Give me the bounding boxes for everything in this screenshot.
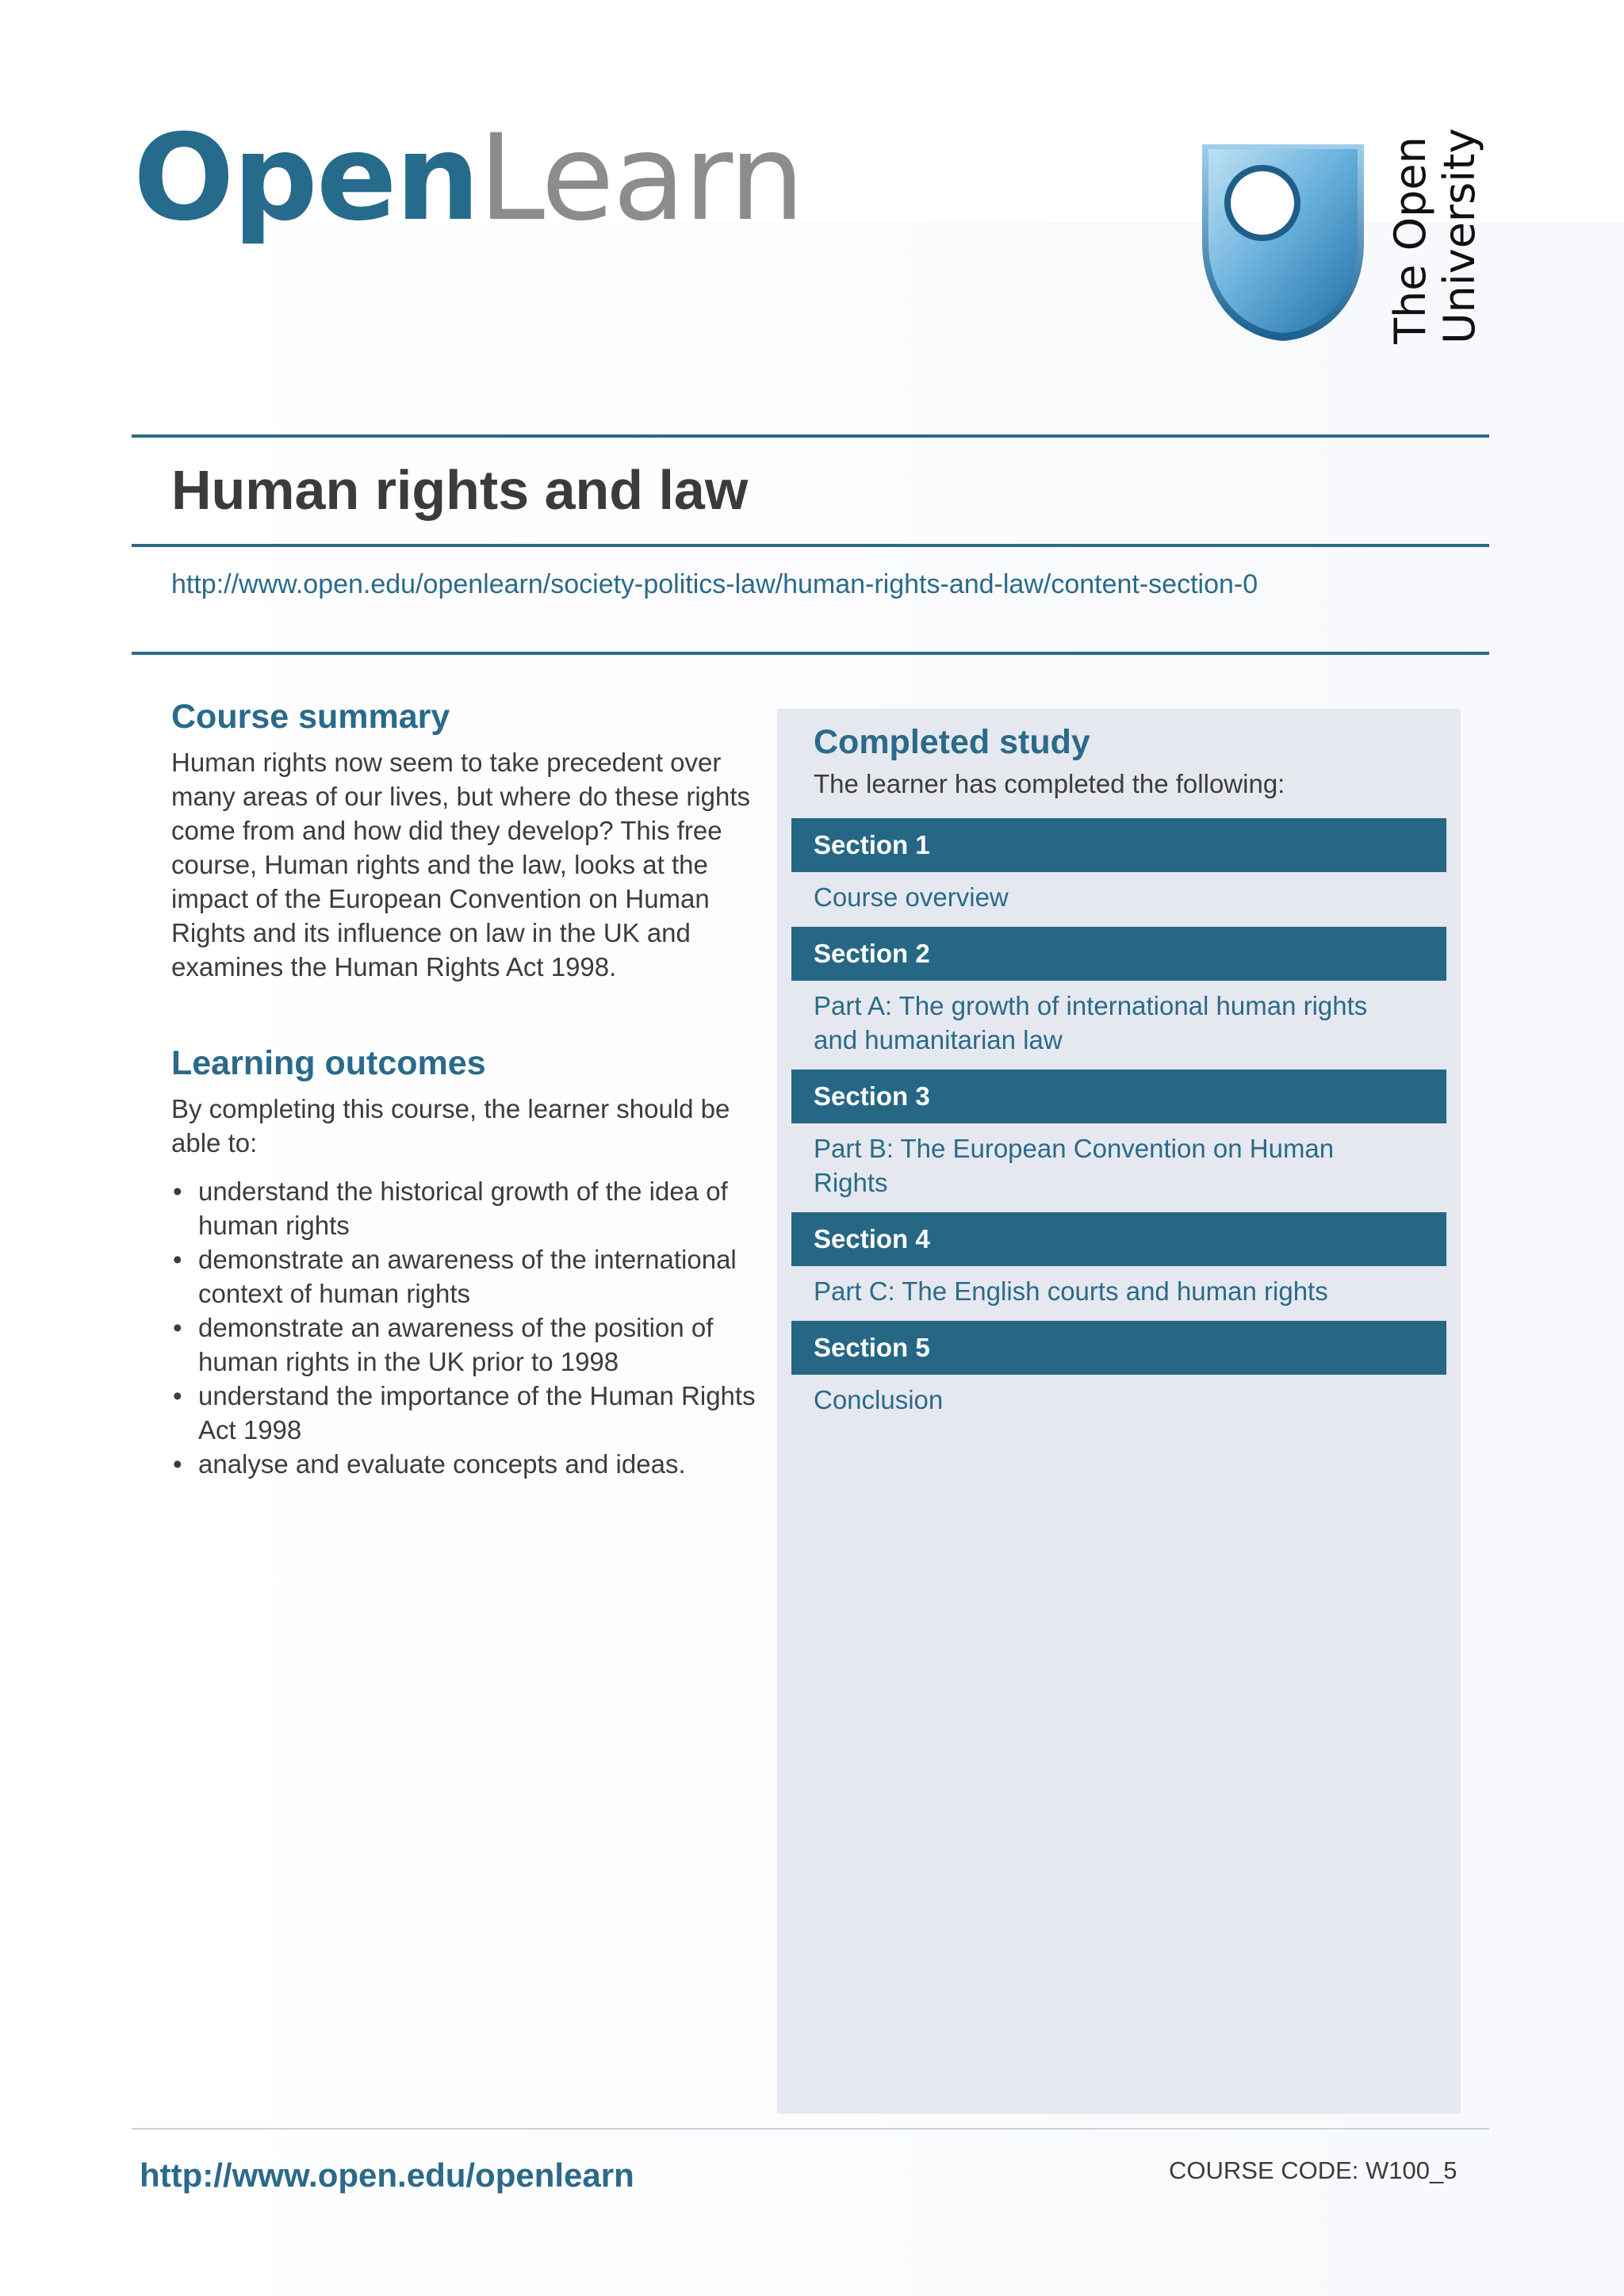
divider-footer bbox=[132, 2128, 1489, 2130]
ou-line-1: The Open bbox=[1385, 136, 1435, 344]
outcome-text: understand the importance of the Human Rights Act 1998 bbox=[198, 1381, 756, 1445]
open-university-wordmark bbox=[1385, 128, 1497, 344]
course-url-link[interactable]: http://www.open.edu/openlearn/society-politics-law/human-rights-and-law/content-section-0 bbox=[171, 569, 1258, 599]
section-3-header: Section 3 bbox=[791, 1070, 1446, 1123]
bullet-icon: • bbox=[173, 1313, 182, 1342]
list-item bbox=[171, 1447, 774, 1481]
outcome-text: demonstrate an awareness of the position of human rights in the UK prior to 1998 bbox=[198, 1313, 714, 1376]
open-university-shield-icon[interactable] bbox=[1197, 141, 1369, 344]
section-4-link[interactable]: Part C: The English courts and human rights bbox=[814, 1276, 1328, 1306]
openlearn-logo[interactable] bbox=[133, 109, 803, 247]
divider-title bbox=[132, 544, 1489, 547]
section-5-link[interactable]: Conclusion bbox=[814, 1385, 944, 1414]
section-1-link[interactable]: Course overview bbox=[814, 882, 1009, 912]
outcome-text: demonstrate an awareness of the international context of human rights bbox=[198, 1245, 737, 1308]
learning-outcomes-heading: Learning outcomes bbox=[171, 1044, 486, 1082]
outcome-text: analyse and evaluate concepts and ideas. bbox=[198, 1449, 686, 1479]
completed-study-panel bbox=[777, 709, 1461, 2114]
list-item bbox=[171, 1242, 774, 1311]
completed-study-heading: Completed study bbox=[814, 723, 1090, 761]
footer-openlearn-link[interactable]: http://www.open.edu/openlearn bbox=[140, 2156, 634, 2194]
section-2-link[interactable]: Part A: The growth of international human rights and humanitarian law bbox=[814, 991, 1368, 1054]
list-item bbox=[171, 1311, 774, 1379]
course-summary-text: Human rights now seem to take precedent over many areas of our lives, but where do these rights come from and how did they develop? This free course, Human rights and the law, looks at the impact of the European Convention on Human Rights and its influence on law in the UK and examines the Human Rights Act 1998. bbox=[171, 748, 751, 982]
bullet-icon: • bbox=[173, 1177, 182, 1206]
ou-line-2: University bbox=[1434, 128, 1484, 344]
brand-open: Open bbox=[133, 109, 479, 247]
bullet-icon: • bbox=[173, 1449, 182, 1479]
section-4-header: Section 4 bbox=[791, 1212, 1446, 1266]
section-2-header: Section 2 bbox=[791, 927, 1446, 981]
completed-study-subheading: The learner has completed the following: bbox=[814, 769, 1285, 798]
bullet-icon: • bbox=[173, 1381, 182, 1410]
outcome-text: understand the historical growth of the idea of human rights bbox=[198, 1177, 728, 1240]
brand-learn: Learn bbox=[478, 109, 803, 247]
section-3-link[interactable]: Part B: The European Convention on Human Rights bbox=[814, 1134, 1335, 1197]
section-list bbox=[791, 818, 1446, 1429]
bullet-icon: • bbox=[173, 1245, 182, 1274]
learning-outcomes-list bbox=[171, 1174, 774, 1481]
section-1-header: Section 1 bbox=[791, 818, 1446, 872]
learning-outcomes-intro: By completing this course, the learner should be able to: bbox=[171, 1094, 730, 1158]
left-column bbox=[171, 695, 774, 1481]
divider-url bbox=[132, 652, 1489, 655]
section-5-header: Section 5 bbox=[791, 1321, 1446, 1375]
divider-top bbox=[132, 434, 1489, 438]
course-code: COURSE CODE: W100_5 bbox=[1169, 2156, 1457, 2184]
page-title: Human rights and law bbox=[171, 459, 749, 521]
list-item bbox=[171, 1174, 774, 1242]
course-summary-heading: Course summary bbox=[171, 698, 450, 736]
list-item bbox=[171, 1379, 774, 1447]
